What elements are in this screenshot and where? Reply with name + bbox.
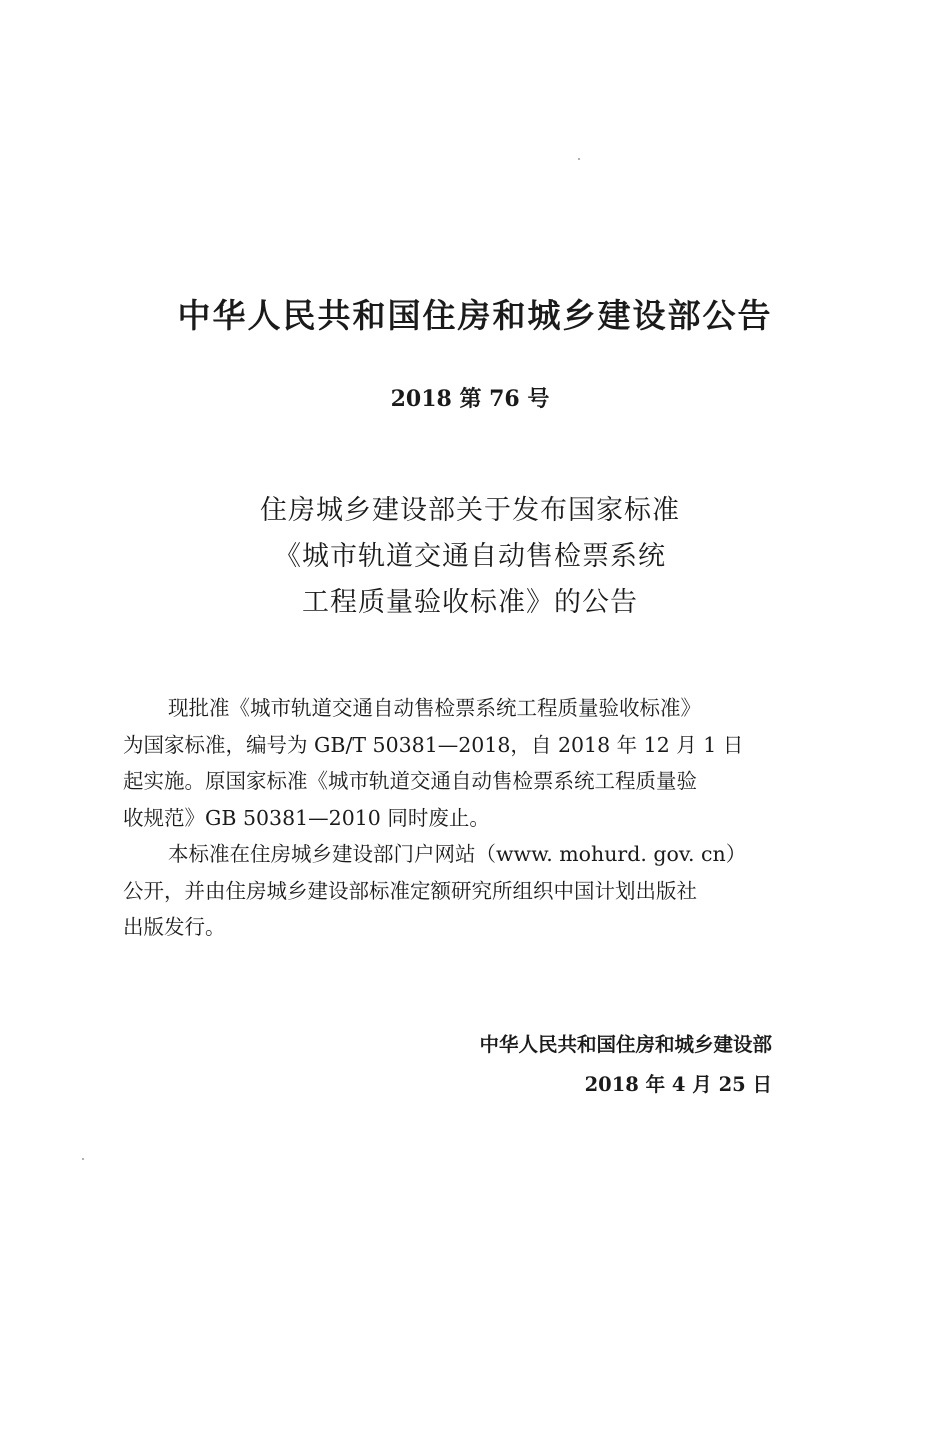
issuer-name: 中华人民共和国住房和城乡建设部: [479, 1033, 772, 1056]
announcement-body: [123, 690, 825, 946]
subject-line: 工程质量验收标准》的公告: [302, 587, 638, 618]
paragraph-line: 公开，并由住房城乡建设部标准定额研究所组织中国计划出版社: [123, 878, 697, 903]
scan-speck: [578, 158, 580, 160]
paragraph-line: 现批准《城市轨道交通自动售检票系统工程质量验收标准》: [168, 696, 701, 720]
paragraph-line: 起实施。原国家标准《城市轨道交通自动售检票系统工程质量验: [123, 769, 697, 793]
paragraph-line: 收规范》GB 50381—2010 同时废止。: [123, 805, 490, 830]
signature-block: [479, 1025, 772, 1105]
announcement-title: 中华人民共和国住房和城乡建设部公告: [177, 296, 773, 335]
paragraph-line: 出版发行。: [123, 915, 226, 939]
announcement-subject: [0, 488, 940, 626]
issue-date: 2018 年 4 月 25 日: [584, 1073, 772, 1096]
scan-speck: [82, 1158, 84, 1160]
subject-line: 《城市轨道交通自动售检票系统: [274, 541, 666, 572]
announcement-number: 2018 第 76 号: [390, 386, 550, 412]
paragraph-line: 为国家标准，编号为 GB/T 50381—2018，自 2018 年 12 月 1 日: [123, 732, 744, 757]
paragraph-line: 本标准在住房城乡建设部门户网站（www. mohurd. gov. cn）: [168, 842, 747, 866]
subject-line: 住房城乡建设部关于发布国家标准: [260, 495, 680, 526]
